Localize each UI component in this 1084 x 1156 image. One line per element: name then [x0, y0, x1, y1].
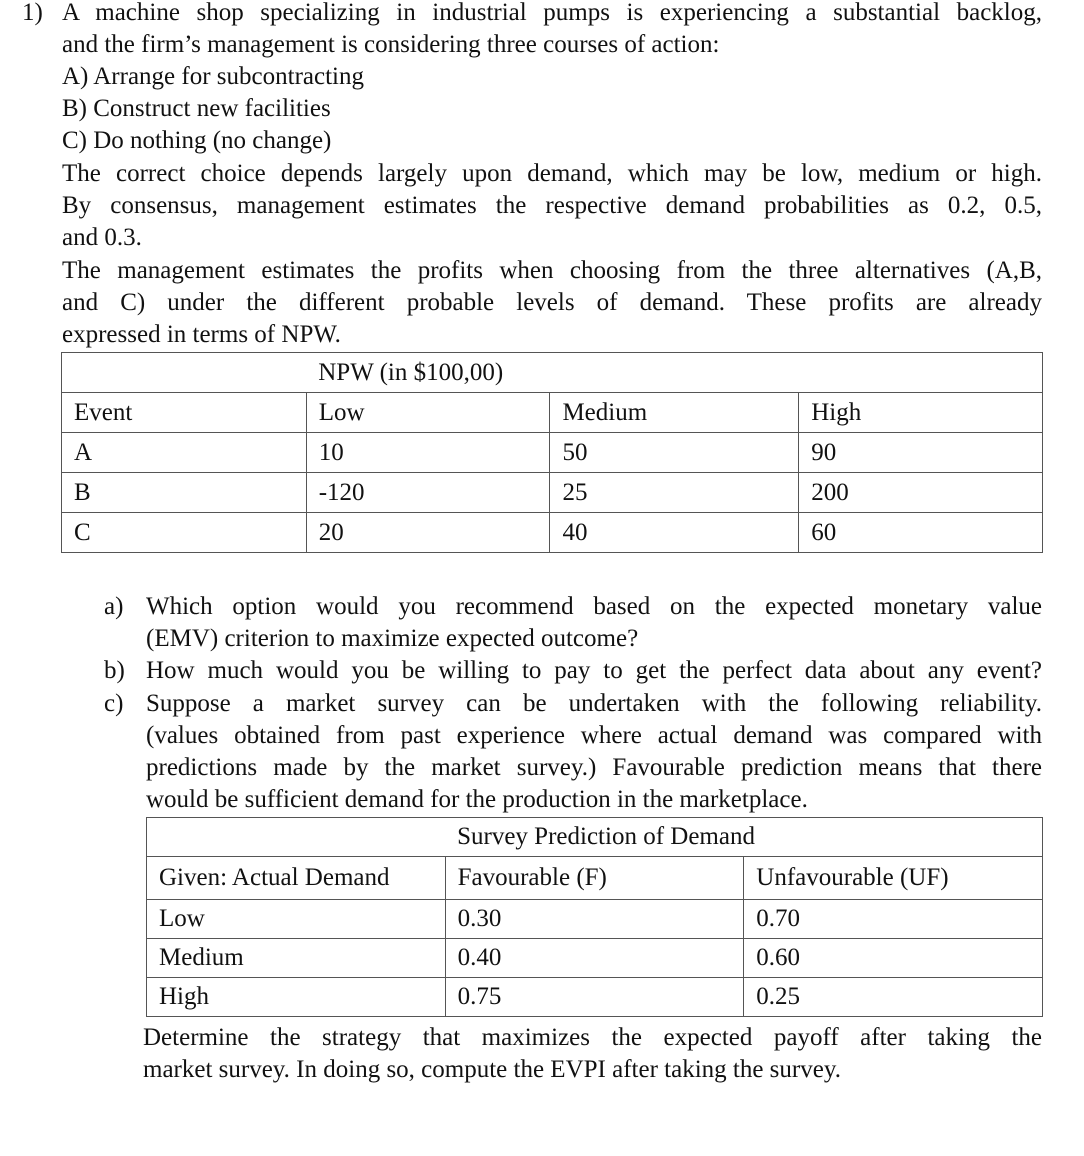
part-b-line-1: How much would you be willing to pay to get the perfect data about any event? [146, 657, 1042, 684]
npw-cell: 50 [550, 433, 799, 473]
npw-table-title-row [62, 353, 1043, 393]
npw-cell: A [62, 433, 307, 473]
demand-line-2: By consensus, management estimates the respective demand probabilities as 0.2, 0.5, [62, 192, 1042, 219]
survey-cell: 0.75 [445, 978, 744, 1017]
npw-table-header-row [62, 393, 1043, 433]
part-c-line-3: predictions made by the market survey.) Favourable prediction means that there [146, 754, 1042, 781]
part-c-line-4: would be sufficient demand for the production in the marketplace. [146, 786, 808, 813]
survey-cell: High [147, 978, 446, 1017]
survey-table [146, 817, 1043, 1017]
part-b-label: b) [104, 657, 125, 684]
question-number: 1) [22, 0, 43, 26]
conclusion-line-2: market survey. In doing so, compute the EVPI after taking the survey. [143, 1056, 841, 1083]
table-row [147, 978, 1043, 1017]
survey-table-header-row [147, 857, 1043, 900]
part-a-line-2: (EMV) criterion to maximize expected outcome? [146, 625, 639, 652]
survey-cell: Medium [147, 939, 446, 978]
table-row [62, 513, 1043, 553]
profit-line-2: and C) under the different probable levels of demand. These profits are already [62, 289, 1042, 316]
intro-line-1: A machine shop specializing in industrial pumps is experiencing a substantial backlog, [62, 0, 1042, 26]
survey-cell: 0.25 [744, 978, 1043, 1017]
conclusion-line-1: Determine the strategy that maximizes the expected payoff after taking the [143, 1024, 1042, 1051]
survey-cell: 0.40 [445, 939, 744, 978]
part-a-label: a) [104, 593, 124, 620]
survey-cell: 0.60 [744, 939, 1043, 978]
survey-cell: 0.70 [744, 900, 1043, 939]
npw-cell: 200 [799, 473, 1043, 513]
npw-cell: 40 [550, 513, 799, 553]
survey-table-title: Survey Prediction of Demand [445, 818, 1042, 857]
npw-header-event: Event [62, 393, 307, 433]
survey-cell: Low [147, 900, 446, 939]
npw-cell: B [62, 473, 307, 513]
npw-table-title: NPW (in $100,00) [306, 353, 1042, 393]
part-c-label: c) [104, 690, 124, 717]
intro-line-2: and the firm’s management is considering three courses of action: [62, 31, 720, 58]
demand-line-1: The correct choice depends largely upon demand, which may be low, medium or high. [62, 160, 1042, 187]
table-row [62, 473, 1043, 513]
table-row [62, 433, 1043, 473]
part-c-line-1: Suppose a market survey can be undertaken with the following reliability. [146, 690, 1042, 717]
option-a: A) Arrange for subcontracting [62, 63, 364, 90]
option-b: B) Construct new facilities [62, 95, 331, 122]
npw-header-medium: Medium [550, 393, 799, 433]
part-a-line-1: Which option would you recommend based on the expected monetary value [146, 593, 1042, 620]
table-row [147, 939, 1043, 978]
survey-header-unfavourable: Unfavourable (UF) [744, 857, 1043, 900]
profit-line-1: The management estimates the profits when choosing from the three alternatives (A,B, [62, 257, 1042, 284]
demand-line-3: and 0.3. [62, 224, 142, 251]
survey-table-title-row [147, 818, 1043, 857]
npw-cell: 60 [799, 513, 1043, 553]
npw-cell: 25 [550, 473, 799, 513]
profit-line-3: expressed in terms of NPW. [62, 321, 341, 348]
part-c-line-2: (values obtained from past experience where actual demand was compared with [146, 722, 1042, 749]
npw-cell: 20 [306, 513, 550, 553]
table-row [147, 900, 1043, 939]
option-c: C) Do nothing (no change) [62, 127, 332, 154]
npw-cell: 10 [306, 433, 550, 473]
survey-header-actual: Given: Actual Demand [147, 857, 446, 900]
npw-cell: -120 [306, 473, 550, 513]
npw-header-high: High [799, 393, 1043, 433]
survey-header-favourable: Favourable (F) [445, 857, 744, 900]
npw-header-low: Low [306, 393, 550, 433]
npw-cell: 90 [799, 433, 1043, 473]
npw-cell: C [62, 513, 307, 553]
npw-table [61, 352, 1043, 553]
survey-cell: 0.30 [445, 900, 744, 939]
